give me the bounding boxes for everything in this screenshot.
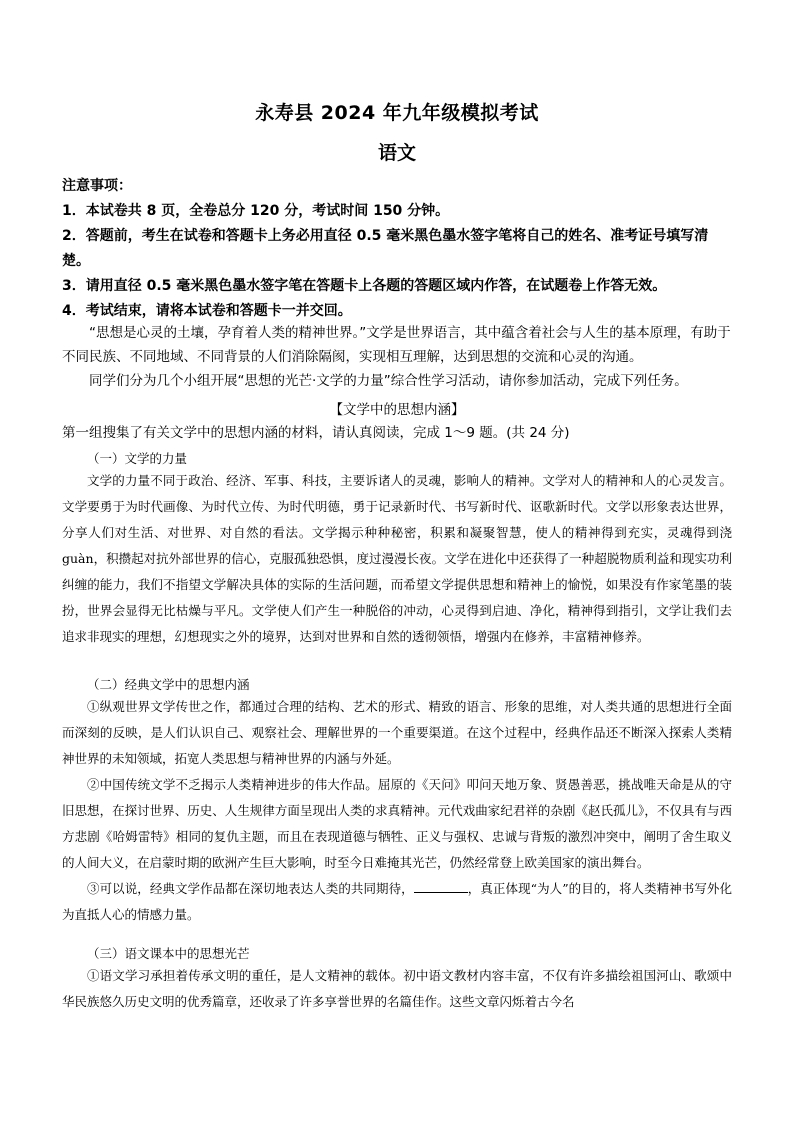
note-item: 4．考试结束，请将本试卷和答题卡一并交回。 (62, 303, 352, 319)
part2-heading: （二）经典文学中的思想内涵 (87, 677, 250, 692)
part2-paragraph-1: ①纵观世界文学传世之作，都通过合理的结构、艺术的形式、精致的语言、形象的思维，对人类共通的思想进行全面而深刻的反映，是人们认识自己、观察社会、理解世界的一个重要渠道。在这个过程中，经典作品还不断深入探索人类精神世界的未知领域，拓宽人类思想与精神世界的内涵与外延。 (62, 699, 732, 766)
part2-paragraph-3 (62, 876, 732, 928)
part3-body (62, 963, 732, 1015)
note-item: 1．本试卷共 8 页，全卷总分 120 分，考试时间 150 分钟。 (62, 203, 450, 219)
intro-paragraph: 同学们分为几个小组开展“思想的光芒·文学的力量”综合性学习活动，请你参加活动，完成下列任务。 (89, 373, 688, 389)
part1-body (62, 468, 732, 650)
answer-blank (414, 878, 468, 893)
note-item: 3．请用直径 0.5 毫米黑色墨水签字笔在答题卡上各题的答题区域内作答，在试题卷上作答无效。 (62, 278, 667, 294)
section-title: 【文学中的思想内涵】 (329, 402, 465, 418)
exam-title: 永寿县 2024 年九年级模拟考试 (255, 102, 539, 124)
part2-p3-before: ③可以说，经典文学作品都在深切地表达人类的共同期待， (87, 881, 414, 896)
part1-heading: （一）文学的力量 (87, 451, 188, 466)
intro-paragraph: “思想是心灵的土壤，孕育着人类的精神世界。”文学是世界语言，其中蕴含着社会与人生的基本原理，有助于不同民族、不同地域、不同背景的人们消除隔阂，实现相互理解，达到思想的交流和心灵的沟通。 (62, 325, 731, 365)
part2-body (62, 694, 732, 928)
intro-section (62, 321, 732, 393)
note-item: 2．答题前，考生在试卷和答题卡上务必用直径 0.5 毫米黑色墨水签字笔将自己的姓名、准考证号填写清楚。 (62, 228, 709, 269)
part2-p3-after: ，真正体现“为人”的目的，将人类精神书写外化为直抵人心的情感力量。 (62, 881, 732, 922)
task-instruction: 第一组搜集了有关文学中的思想内涵的材料，请认真阅读，完成 1～9 题。(共 24 分) (62, 425, 570, 441)
part3-heading: （三）语文课本中的思想光芒 (87, 946, 250, 961)
part2-paragraph-2: ②中国传统文学不乏揭示人类精神进步的伟大作品。屈原的《天问》叩问天地万象、贤愚善恶，挑战唯天命是从的守旧思想，在探讨世界、历史、人生规律方面呈现出人类的求真精神。元代戏曲家纪君祥的杂剧《赵氏孤儿》，不仅具有与西方悲剧《哈姆雷特》相同的复仇主题，而且在表现道德与牺牲、正义与强权、忠诚与背叛的激烈冲突中，阐明了舍生取义的人间大义，在启蒙时期的欧洲产生巨大影响，时至今日难掩其光芒，仍然经常登上欧美国家的演出舞台。 (62, 777, 732, 870)
part3-paragraph-1: ①语文学习承担着传承文明的重任，是人文精神的载体。初中语文教材内容丰富，不仅有许多描绘祖国河山、歌颂中华民族悠久历史文明的优秀篇章，还收录了许多享誉世界的名篇佳作。这些文章闪烁着古今名 (62, 968, 732, 1009)
notes-section (62, 174, 732, 324)
subject-title: 语文 (377, 142, 416, 164)
part1-paragraph: 文学的力量不同于政治、经济、军事、科技，主要诉诸人的灵魂，影响人的精神。文学对人的精神和人的心灵发言。文学要勇于为时代画像、为时代立传、为时代明德，勇于记录新时代、书写新时代、讴歌新时代。文学以形象表达世界，分享人们对生活、对世界、对自然的看法。文学揭示种种秘密，积累和凝聚智慧，使人的精神得到充实，灵魂得到浇 guàn，积攒起对抗外部世界的信心，克服孤独恐惧，度过漫漫长夜。文学在进化中还获得了一种超脱物质利益和现实功利纠缠的能力，我们不指望文学解决具体的实际的生活问题，而希望文学提供思想和精神上的愉悦，如果没有作家笔墨的装扮，世界会显得无比枯燥与平凡。文学使人们产生一种脱俗的冲动，心灵得到启迪、净化，精神得到指引，文学让我们去追求非现实的理想，幻想现实之外的境界，达到对世界和自然的透彻领悟，增强内在修养，丰富精神修养。 (62, 473, 732, 644)
notes-heading: 注意事项： (62, 178, 132, 194)
